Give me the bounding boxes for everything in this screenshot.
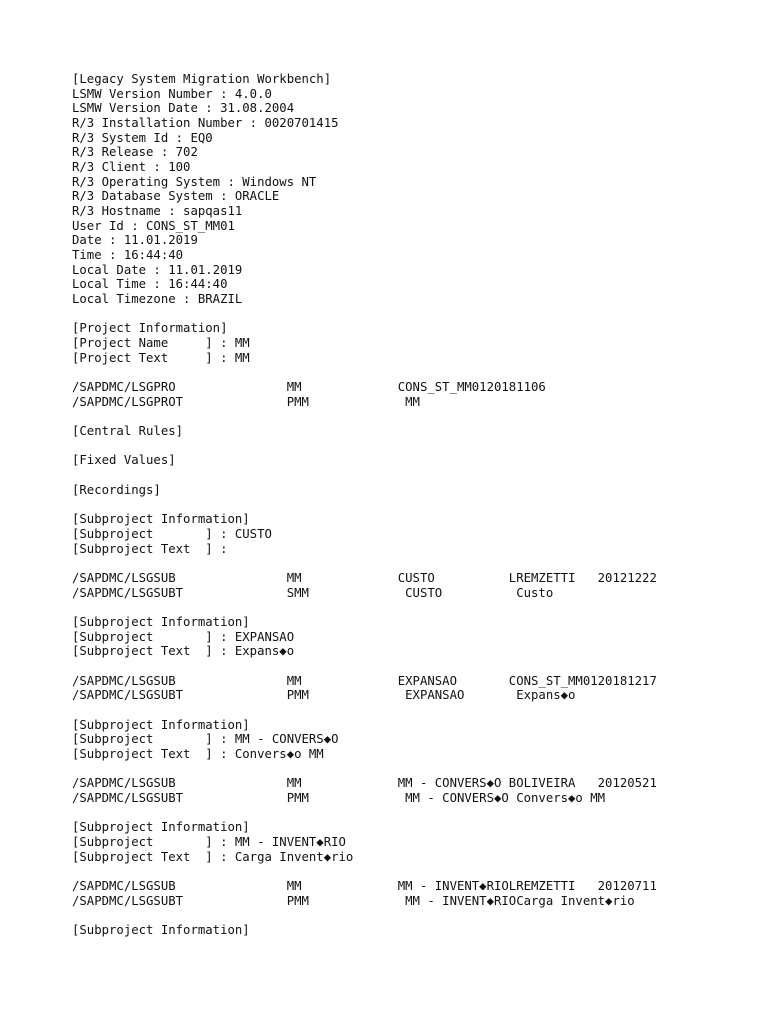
document-line: [Subproject Information] <box>72 717 250 732</box>
document-line <box>72 307 657 322</box>
document-line: Local Date : 11.01.2019 <box>72 262 243 277</box>
document-line: [Subproject ] : MM - CONVERS◆O <box>72 732 339 747</box>
document-line: [Subproject Information] <box>72 614 250 629</box>
document-line: /SAPDMC/LSGSUB MM CUSTO LREMZETTI 20121222 <box>72 570 657 585</box>
document-line <box>72 659 657 674</box>
document-line <box>72 806 657 821</box>
document-line: Time : 16:44:40 <box>72 248 184 263</box>
document-line <box>72 409 657 424</box>
document-line: R/3 Operating System : Windows NT <box>72 174 317 189</box>
document-line: [Project Information] <box>72 321 228 336</box>
document-line: R/3 Release : 702 <box>72 145 198 160</box>
document-line: [Subproject Text ] : Expans◆o <box>72 644 295 659</box>
document-line: /SAPDMC/LSGSUBT PMM MM - CONVERS◆O Convers◆o MM <box>72 790 606 805</box>
document-line: R/3 Hostname : sapqas11 <box>72 204 243 219</box>
document-line <box>72 468 657 483</box>
document-line: R/3 Database System : ORACLE <box>72 189 280 204</box>
document-line: /SAPDMC/LSGSUBT SMM CUSTO Custo <box>72 585 554 600</box>
document-line: [Subproject Text ] : Convers◆o MM <box>72 746 324 761</box>
document-line: [Subproject Text ] : Carga Invent◆rio <box>72 849 354 864</box>
document-line: /SAPDMC/LSGSUB MM MM - CONVERS◆O BOLIVEIRA 20120521 <box>72 776 657 791</box>
document-line: Local Time : 16:44:40 <box>72 277 228 292</box>
document-line: LSMW Version Number : 4.0.0 <box>72 86 272 101</box>
document-line: R/3 System Id : EQ0 <box>72 130 213 145</box>
document-line: [Subproject ] : EXPANSAO <box>72 629 295 644</box>
document-line: [Recordings] <box>72 482 161 497</box>
document-line <box>72 600 657 615</box>
document-line: [Subproject Information] <box>72 820 250 835</box>
document-line <box>72 864 657 879</box>
document-line: /SAPDMC/LSGSUB MM MM - INVENT◆RIOLREMZETTI 20120711 <box>72 878 657 893</box>
document-line <box>72 439 657 454</box>
document-line: /SAPDMC/LSGSUB MM EXPANSAO CONS_ST_MM0120181217 <box>72 673 657 688</box>
document-line: [Project Text ] : MM <box>72 350 250 365</box>
document-line: [Legacy System Migration Workbench] <box>72 72 332 86</box>
document-line: /SAPDMC/LSGPROT PMM MM <box>72 394 420 409</box>
document-line: [Subproject Information] <box>72 512 250 527</box>
document-line: [Central Rules] <box>72 424 184 439</box>
document-line: /SAPDMC/LSGSUBT PMM EXPANSAO Expans◆o <box>72 688 576 703</box>
document-line: Date : 11.01.2019 <box>72 233 198 248</box>
document-line: [Subproject ] : CUSTO <box>72 526 272 541</box>
document-line: /SAPDMC/LSGSUBT PMM MM - INVENT◆RIOCarga Invent◆rio <box>72 893 635 908</box>
document-line: R/3 Client : 100 <box>72 160 191 175</box>
document-line <box>72 556 657 571</box>
document-line: [Subproject ] : MM - INVENT◆RIO <box>72 834 346 849</box>
document-line <box>72 497 657 512</box>
document-line: [Subproject Information] <box>72 922 250 937</box>
document-line <box>72 703 657 718</box>
document-line: /SAPDMC/LSGPRO MM CONS_ST_MM0120181106 <box>72 380 546 395</box>
document-line: [Subproject Text ] : <box>72 541 228 556</box>
document-line <box>72 365 657 380</box>
lsmw-export-text <box>72 72 657 938</box>
document-line: [Fixed Values] <box>72 453 176 468</box>
document-line: Local Timezone : BRAZIL <box>72 292 243 307</box>
document-line: LSMW Version Date : 31.08.2004 <box>72 101 295 116</box>
document-line: User Id : CONS_ST_MM01 <box>72 218 235 233</box>
document-line: [Project Name ] : MM <box>72 336 250 351</box>
document-line <box>72 908 657 923</box>
document-line <box>72 762 657 777</box>
document-line: R/3 Installation Number : 0020701415 <box>72 116 339 131</box>
